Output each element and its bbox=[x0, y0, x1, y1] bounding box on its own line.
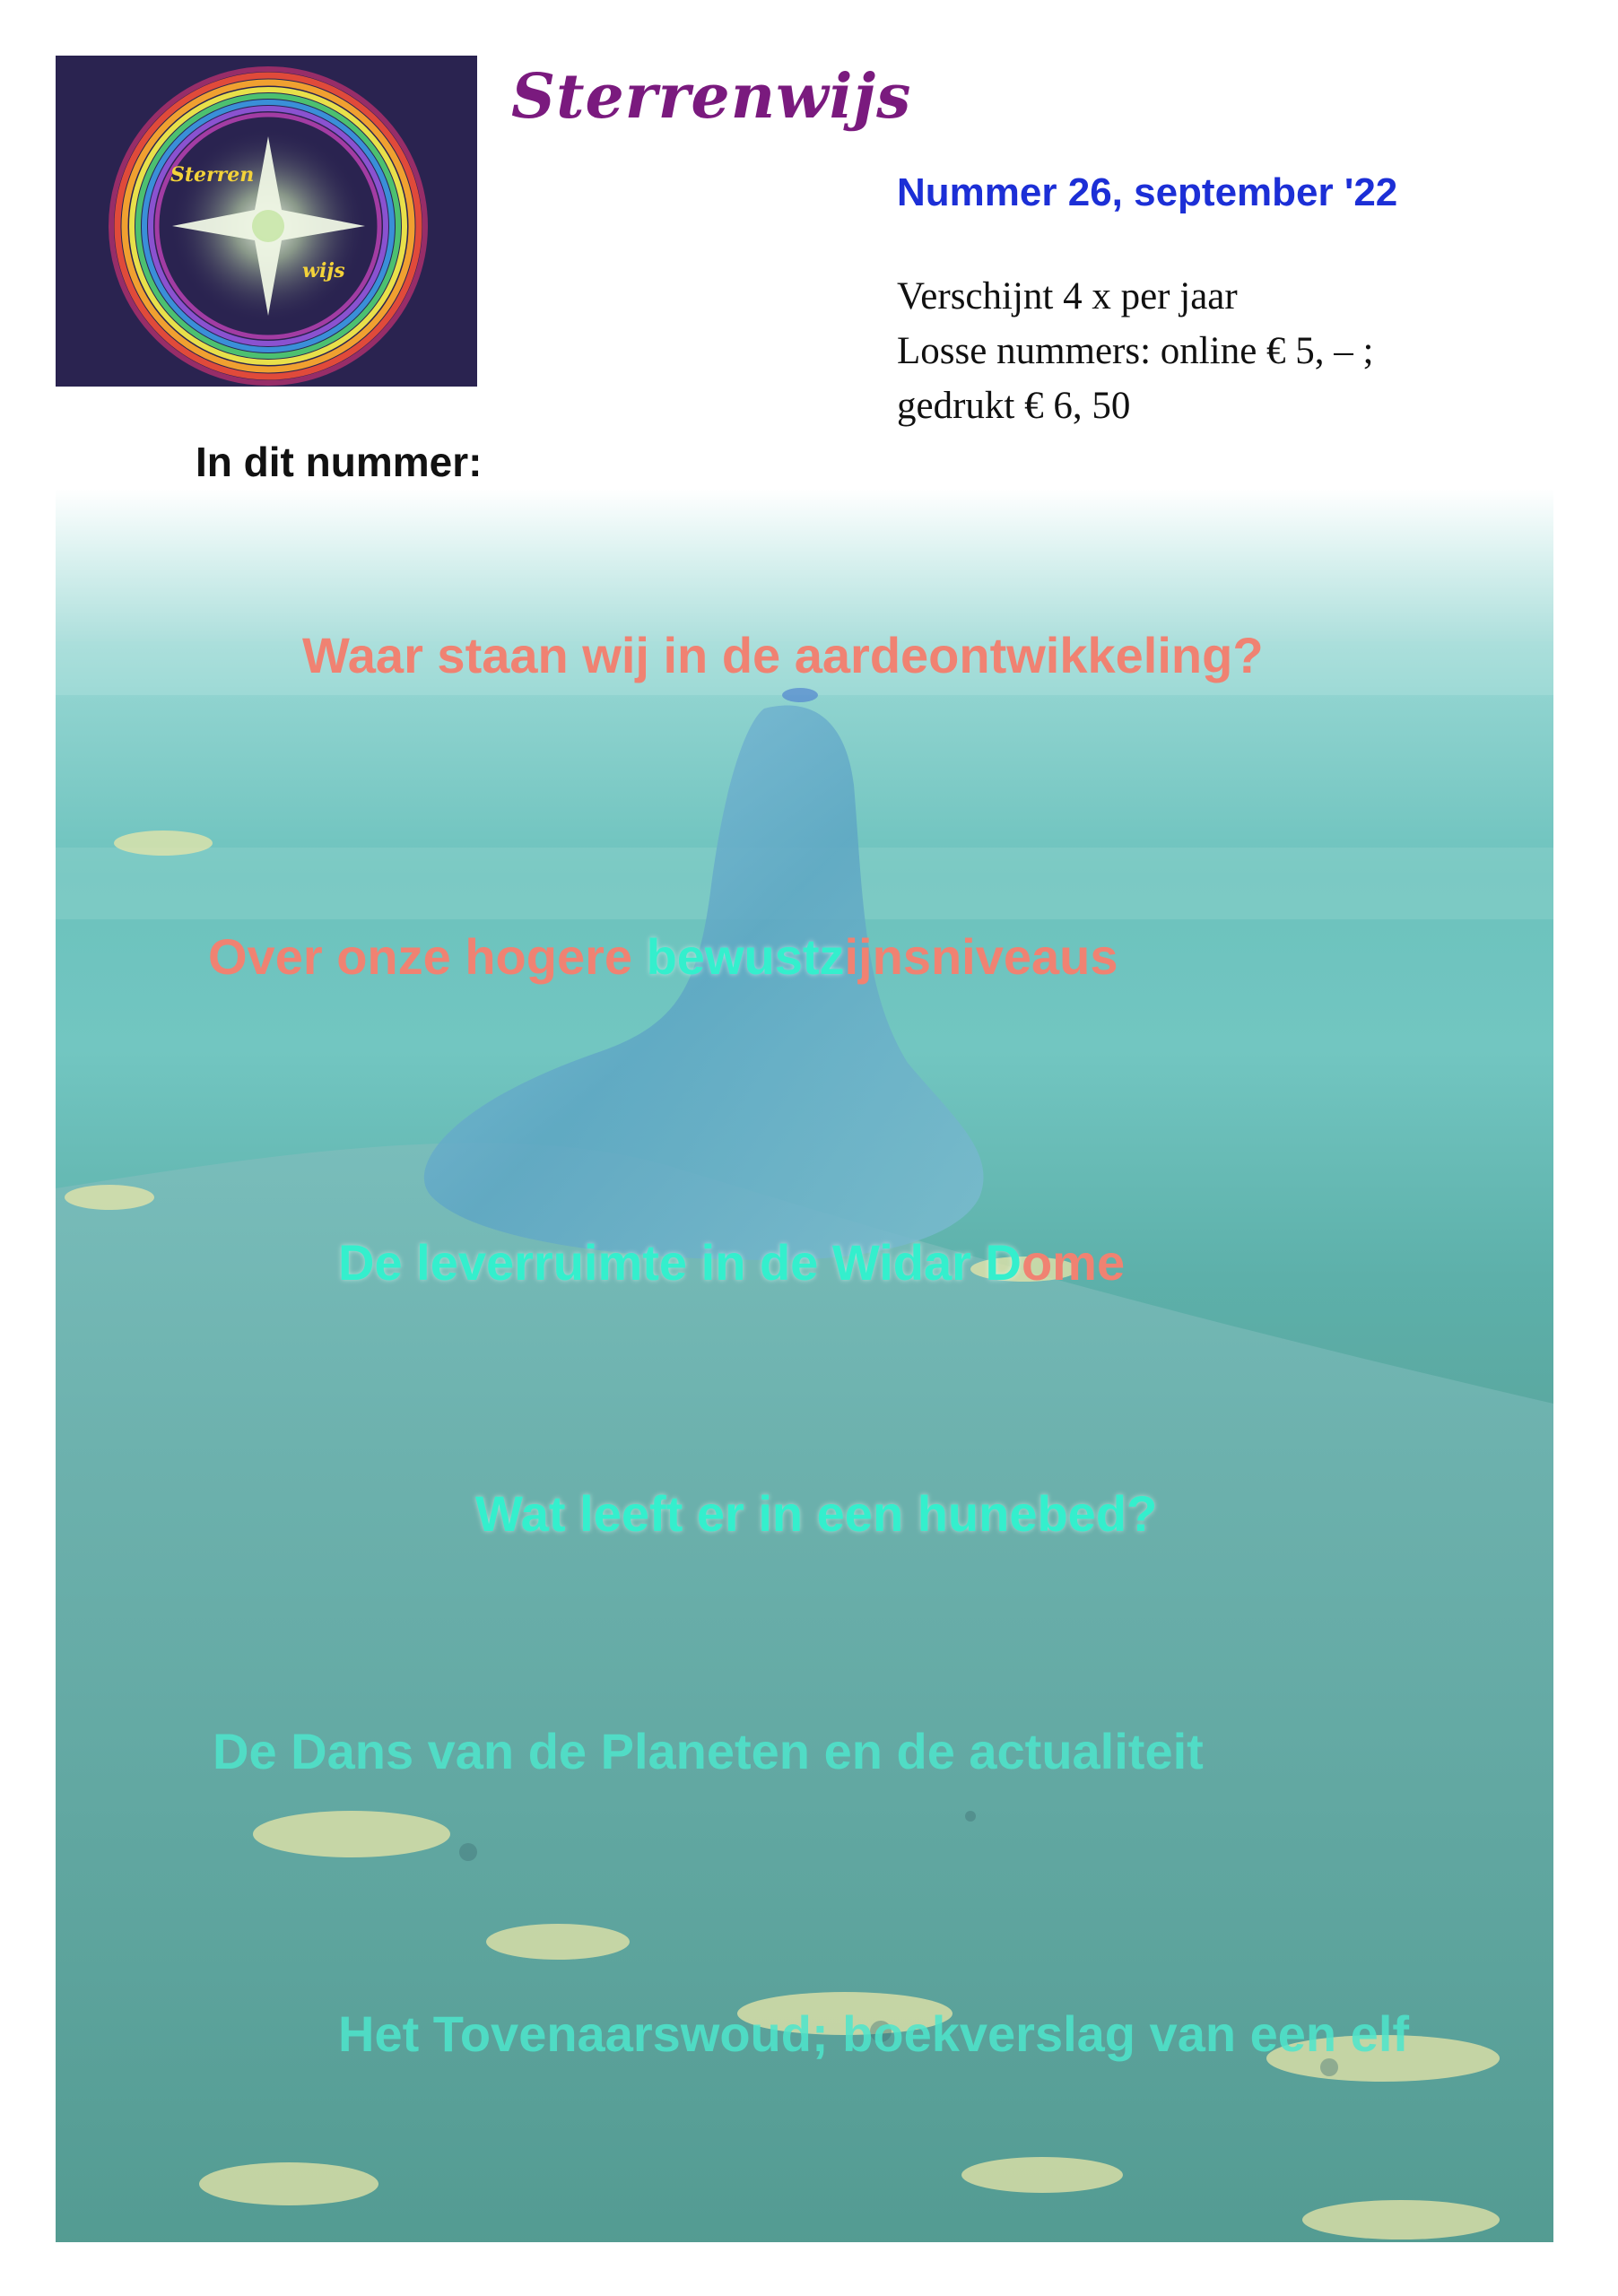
cover-illustration bbox=[56, 489, 1553, 2242]
magazine-logo bbox=[56, 56, 477, 387]
logo-word-wijs: wijs bbox=[302, 259, 345, 283]
contents-item bbox=[338, 1233, 1125, 1292]
contents-item bbox=[208, 927, 1118, 986]
contents-item: Waar staan wij in de aardeontwikkeling? bbox=[302, 627, 1264, 683]
contents-item-part: De leverruimte in de Widar D bbox=[338, 1234, 1022, 1291]
contents-item-part: bewustz bbox=[646, 928, 845, 985]
contents-item-part: Over onze hogere bbox=[208, 928, 647, 985]
info-line: gedrukt € 6, 50 bbox=[897, 385, 1131, 427]
info-line: Verschijnt 4 x per jaar bbox=[897, 275, 1238, 317]
contents-item-part: ijnsniveaus bbox=[844, 928, 1118, 985]
logo-word-sterren: Sterren bbox=[170, 163, 255, 187]
contents-item: Wat leeft er in een hunebed? bbox=[475, 1485, 1158, 1542]
magazine-title: Sterrenwijs bbox=[511, 61, 912, 133]
contents-heading: In dit nummer: bbox=[196, 439, 483, 485]
rainbow-ring-icon bbox=[56, 56, 477, 387]
contents-item: Het Tovenaarswoud; boekverslag van een elf bbox=[338, 2005, 1410, 2062]
landscape-painting bbox=[56, 489, 1553, 2242]
contents-item: De Dans van de Planeten en de actualiteit bbox=[213, 1723, 1204, 1779]
contents-item-part: ome bbox=[1021, 1234, 1126, 1291]
publication-info bbox=[897, 269, 1373, 433]
issue-number: Nummer 26, september '22 bbox=[897, 170, 1398, 214]
info-line: Losse nummers: online € 5, – ; bbox=[897, 330, 1374, 372]
